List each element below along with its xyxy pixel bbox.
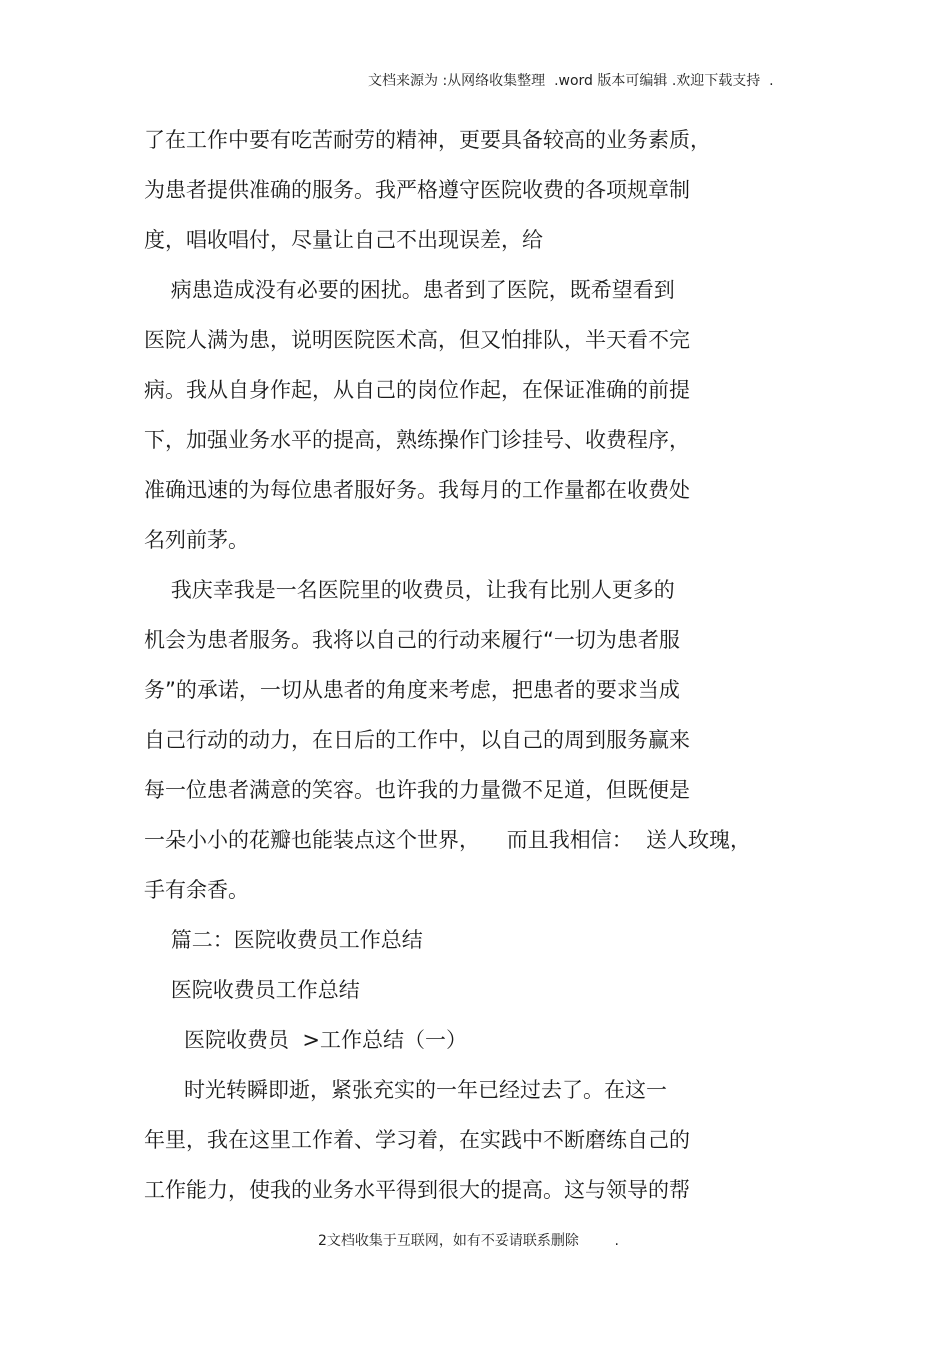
text-line: 准确迅速的为每位患者服好务。我每月的工作量都在收费处: [144, 478, 690, 502]
text-line: 一朵小小的花瓣也能装点这个世界， 而且我相信： 送人玫瑰，: [144, 828, 752, 852]
text-line: 手有余香。: [144, 878, 249, 902]
text-line: 我庆幸我是一名医院里的收费员，让我有比别人更多的: [144, 578, 675, 602]
text-line: 工作能力，使我的业务水平得到很大的提高。这与领导的帮: [144, 1178, 690, 1202]
text-line: 下，加强业务水平的提高，熟练操作门诊挂号、收费程序，: [144, 428, 690, 452]
page-header: 文档来源为 :从网络收集整理 .word 版本可编辑 .欢迎下载支持 .: [368, 73, 774, 89]
text-line: 病。我从自身作起，从自己的岗位作起，在保证准确的前提: [144, 378, 690, 402]
text-line: 务”的承诺，一切从患者的角度来考虑，把患者的要求当成: [144, 678, 680, 702]
section-subheading: 医院收费员工作总结: [144, 978, 360, 1002]
text-line: 医院人满为患，说明医院医术高，但又怕排队，半天看不完: [144, 328, 690, 352]
section-subheading: 医院收费员 >工作总结（一）: [144, 1028, 467, 1052]
text-line: 名列前茅。: [144, 528, 249, 552]
text-line: 度，唱收唱付，尽量让自己不出现误差，给: [144, 228, 543, 252]
page-footer: 2文档收集于互联网，如有不妥请联系删除 .: [318, 1233, 619, 1249]
text-line: 自己行动的动力，在日后的工作中，以自己的周到服务赢来: [144, 728, 690, 752]
text-line: 机会为患者服务。我将以自己的行动来履行“一切为患者服: [144, 628, 680, 652]
text-line: 每一位患者满意的笑容。也许我的力量微不足道，但既便是: [144, 778, 690, 802]
text-line: 时光转瞬即逝，紧张充实的一年已经过去了。在这一: [144, 1078, 668, 1102]
text-line: 病患造成没有必要的困扰。患者到了医院，既希望看到: [144, 278, 675, 302]
text-line: 了在工作中要有吃苦耐劳的精神，更要具备较高的业务素质，: [144, 128, 711, 152]
section-heading: 篇二：医院收费员工作总结: [144, 928, 423, 952]
text-line: 为患者提供准确的服务。我严格遵守医院收费的各项规章制: [144, 178, 690, 202]
text-line: 年里，我在这里工作着、学习着，在实践中不断磨练自己的: [144, 1128, 690, 1152]
